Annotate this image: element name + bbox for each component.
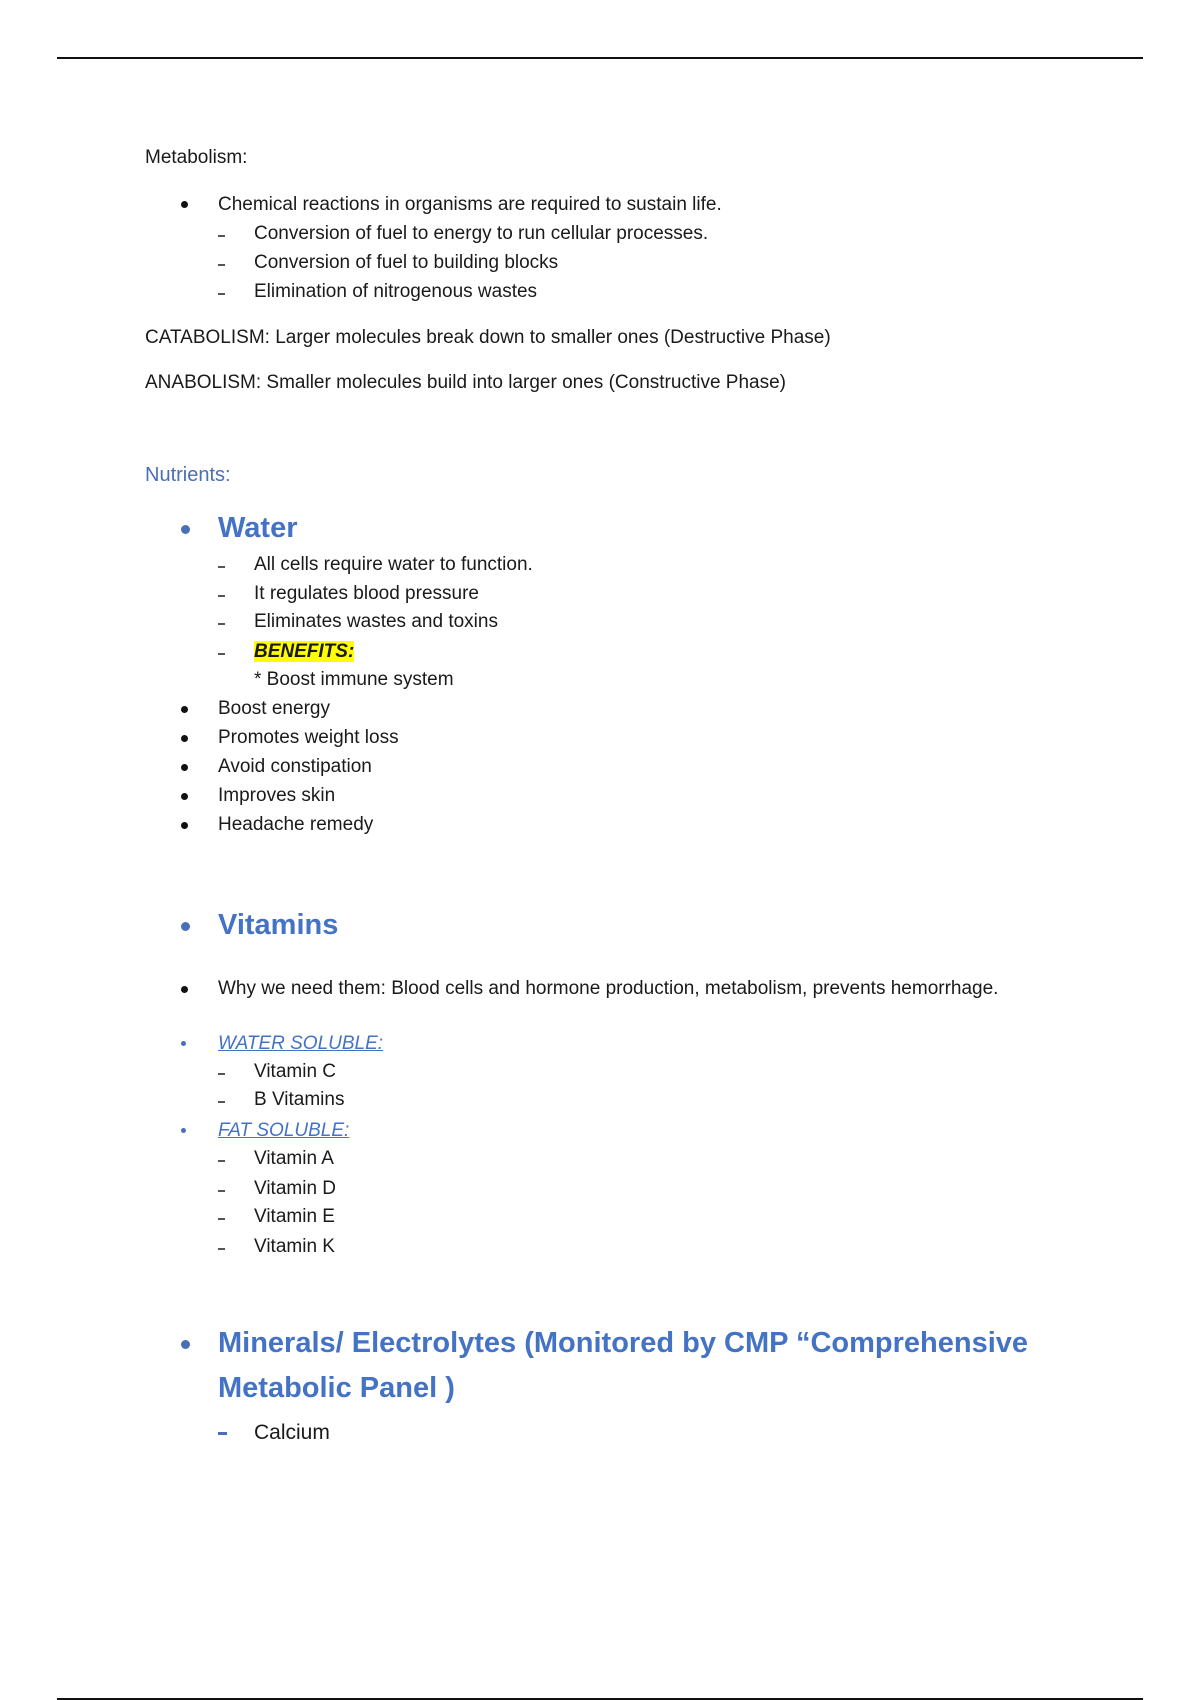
dash-icon	[218, 264, 225, 266]
bullet-icon	[181, 1041, 186, 1046]
nutrients-label: Nutrients:	[145, 464, 231, 486]
dash-icon	[218, 293, 225, 295]
water-item: All cells require water to function.	[254, 554, 533, 575]
metabolism-bullet: Chemical reactions in organisms are required to sustain life.	[218, 194, 722, 215]
metabolism-sub-item: Conversion of fuel to energy to run cellular processes.	[254, 223, 709, 244]
bullet-icon	[181, 1340, 190, 1349]
benefit-item: Headache remedy	[218, 814, 374, 835]
water-item: It regulates blood pressure	[254, 583, 479, 604]
dash-icon	[218, 1248, 225, 1250]
bullet-icon	[181, 793, 188, 800]
vitamins-why: Why we need them: Blood cells and hormone production, metabolism, prevents hemorrhage.	[218, 978, 999, 999]
dash-icon	[218, 566, 225, 568]
fat-soluble-item: Vitamin D	[254, 1178, 337, 1199]
minerals-item: Calcium	[254, 1421, 330, 1444]
dash-icon	[218, 595, 225, 597]
metabolism-title: Metabolism:	[145, 147, 248, 168]
minerals-heading-line2: Metabolic Panel )	[218, 1372, 455, 1404]
benefit-item: Promotes weight loss	[218, 727, 399, 748]
water-soluble-label: WATER SOLUBLE:	[218, 1033, 384, 1054]
bullet-icon	[181, 706, 188, 713]
benefit-item: Improves skin	[218, 785, 336, 806]
metabolism-sub-item: Conversion of fuel to building blocks	[254, 252, 559, 273]
benefits-highlight: BENEFITS:	[254, 641, 355, 662]
minerals-heading-line1: Minerals/ Electrolytes (Monitored by CMP “Comprehensive	[218, 1327, 1029, 1359]
bullet-icon	[181, 822, 188, 829]
fat-soluble-item: Vitamin E	[254, 1206, 335, 1227]
bullet-icon	[181, 735, 188, 742]
water-soluble-item: B Vitamins	[254, 1089, 345, 1110]
dash-icon	[218, 1190, 225, 1192]
benefit-first: * Boost immune system	[254, 669, 454, 690]
bullet-icon	[181, 986, 188, 993]
metabolism-sub-item: Elimination of nitrogenous wastes	[254, 281, 538, 302]
dash-icon	[218, 1160, 225, 1162]
vitamins-heading: Vitamins	[218, 909, 339, 941]
fat-soluble-item: Vitamin K	[254, 1236, 335, 1257]
bullet-icon	[181, 525, 190, 534]
benefit-item: Boost energy	[218, 698, 330, 719]
dash-icon	[218, 653, 225, 655]
dash-icon	[218, 235, 225, 237]
water-item: Eliminates wastes and toxins	[254, 611, 498, 632]
top-rule	[57, 57, 1143, 59]
fat-soluble-item: Vitamin A	[254, 1148, 334, 1169]
dash-icon	[218, 1432, 227, 1435]
catabolism-definition: CATABOLISM: Larger molecules break down to smaller ones (Destructive Phase)	[145, 327, 831, 348]
benefit-item: Avoid constipation	[218, 756, 372, 777]
water-soluble-item: Vitamin C	[254, 1061, 337, 1082]
bullet-icon	[181, 764, 188, 771]
dash-icon	[218, 1101, 225, 1103]
fat-soluble-label: FAT SOLUBLE:	[218, 1120, 350, 1141]
bullet-icon	[181, 922, 190, 931]
dash-icon	[218, 1073, 225, 1075]
water-heading: Water	[218, 512, 298, 544]
dash-icon	[218, 623, 225, 625]
anabolism-definition: ANABOLISM: Smaller molecules build into larger ones (Constructive Phase)	[145, 372, 786, 393]
dash-icon	[218, 1218, 225, 1220]
benefits-label	[254, 641, 354, 664]
bullet-icon	[181, 201, 188, 208]
bullet-icon	[181, 1128, 186, 1133]
